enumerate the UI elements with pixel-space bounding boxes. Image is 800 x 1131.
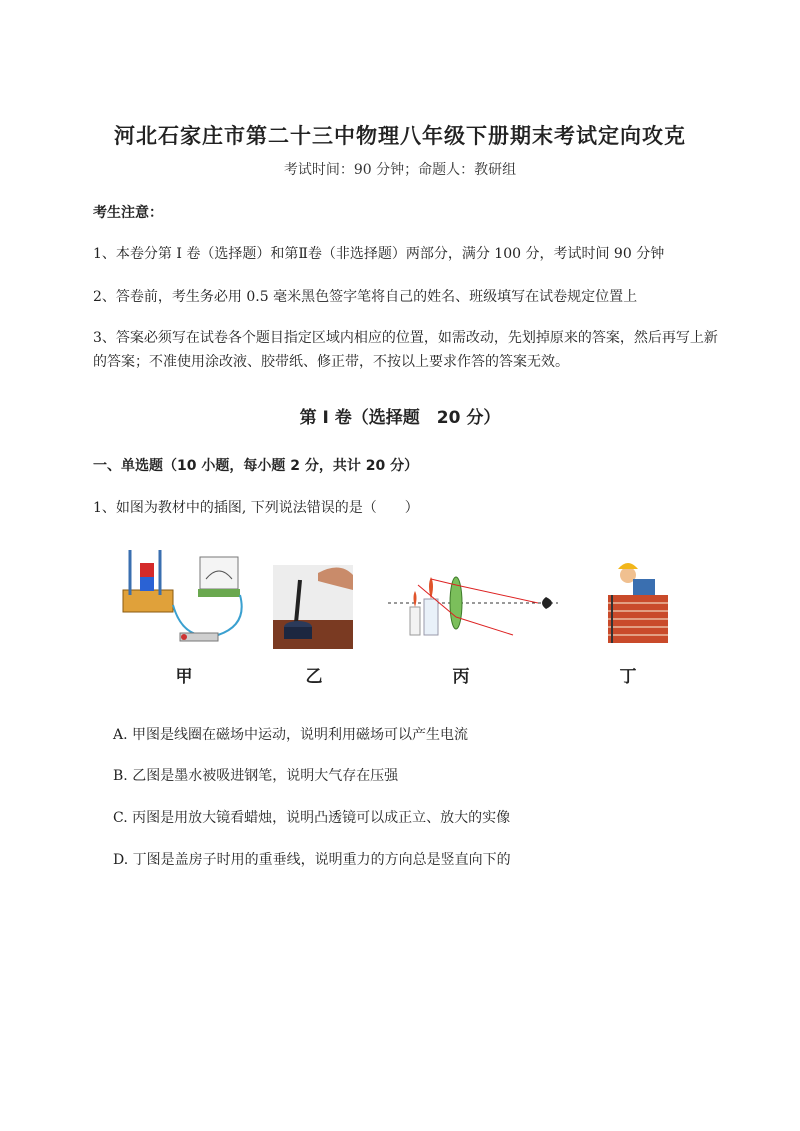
notice-item-1: 1、本卷分第 I 卷（选择题）和第Ⅱ卷（非选择题）两部分，满分 100 分，考试时间 90 分钟 <box>93 246 665 262</box>
notice-item-3: 3、答案必须写在试卷各个题目指定区域内相应的位置，如需改动，先划掉原来的答案，然后再写上新的答案；不准使用涂改液、胶带纸、修正带，不按以上要求作答的答案无效。 <box>93 330 718 370</box>
question-stem: 1、如图为教材中的插图, 下列说法错误的是（ ） <box>93 500 419 516</box>
section-title: 第 I 卷（选择题 20 分） <box>299 408 501 428</box>
part-heading: 一、单选题（10 小题，每小题 2 分，共计 20 分） <box>93 458 419 474</box>
notice-heading: 考生注意： <box>93 205 163 221</box>
option-b[interactable]: B. 乙图是墨水被吸进钢笔，说明大气存在压强 <box>113 768 399 784</box>
option-a[interactable]: A. 甲图是线圈在磁场中运动，说明利用磁场可以产生电流 <box>113 727 469 743</box>
figure-bing <box>388 577 558 635</box>
figure-ding <box>608 563 668 643</box>
option-c[interactable]: C. 丙图是用放大镜看蜡烛，说明凸透镜可以成正立、放大的实像 <box>113 810 511 826</box>
notice-item-2: 2、答卷前，考生务必用 0.5 毫米黑色签字笔将自己的姓名、班级填写在试卷规定位置上 <box>93 289 638 305</box>
figure-label-yi: 乙 <box>305 667 323 687</box>
figure-yi <box>273 565 353 649</box>
figure-label-ding: 丁 <box>619 667 637 687</box>
figure-label-jia: 甲 <box>175 667 193 687</box>
exam-info: 考试时间：90 分钟；命题人：教研组 <box>283 162 517 178</box>
figure-jia <box>123 550 242 641</box>
page-title: 河北石家庄市第二十三中物理八年级下册期末考试定向攻克 <box>114 124 686 148</box>
figure-label-bing: 丙 <box>452 667 470 687</box>
option-d[interactable]: D. 丁图是盖房子时用的重垂线，说明重力的方向总是竖直向下的 <box>113 852 511 868</box>
